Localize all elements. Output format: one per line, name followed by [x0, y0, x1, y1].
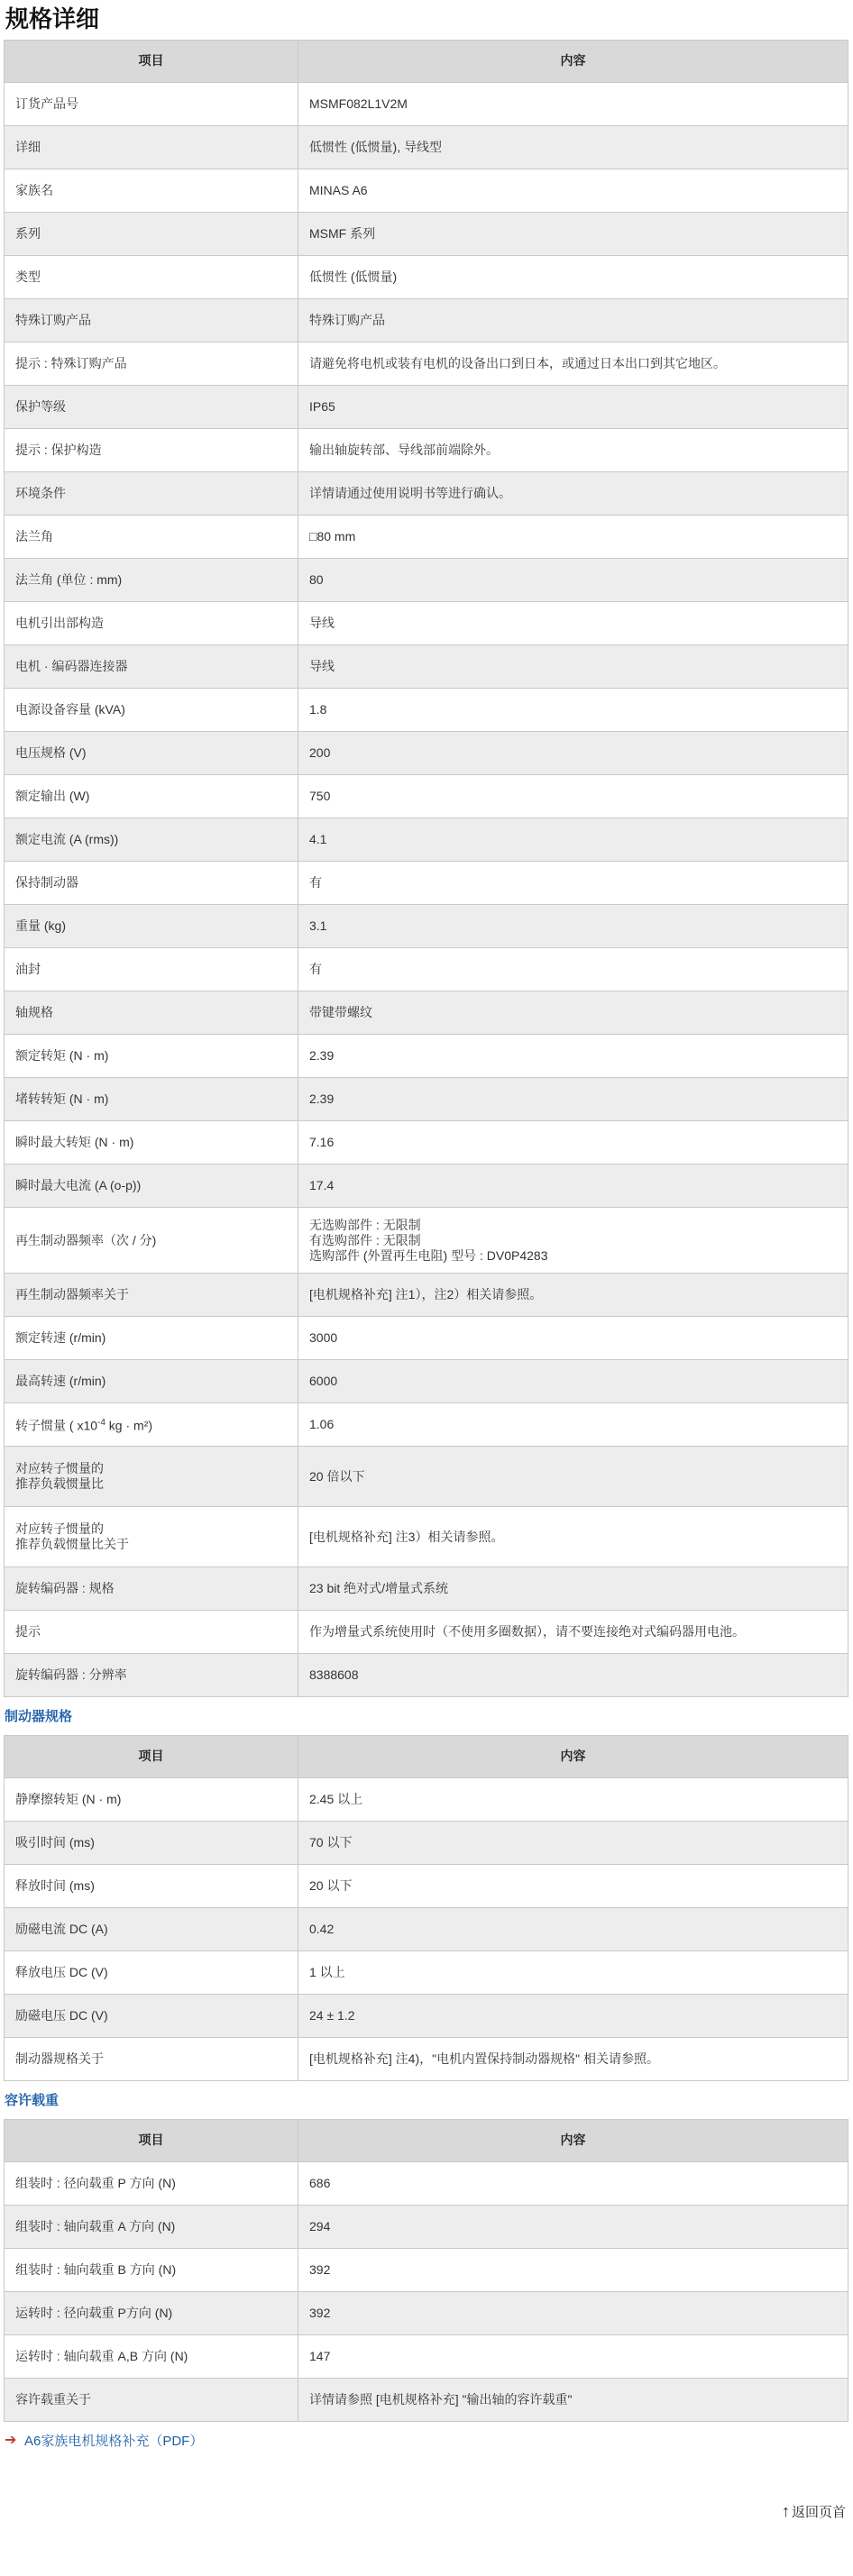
- row-value: 2.45 以上: [298, 1778, 848, 1822]
- label-part: kg · m²): [105, 1418, 153, 1433]
- row-label: 轴规格: [5, 991, 298, 1035]
- table-row: [5, 905, 848, 948]
- row-value: 1.8: [298, 689, 848, 732]
- row-label: 制动器规格关于: [5, 2038, 298, 2081]
- table-row: [5, 602, 848, 645]
- label-exponent: -4: [97, 1418, 105, 1429]
- row-label: 特殊订购产品: [5, 299, 298, 343]
- pdf-link-text[interactable]: A6家族电机规格补充（PDF）: [24, 2433, 204, 2449]
- table-row: [5, 1995, 848, 2038]
- row-label: 容许载重关于: [5, 2379, 298, 2422]
- table-row: [5, 1654, 848, 1697]
- table-row: [5, 2379, 848, 2422]
- row-value: 750: [298, 775, 848, 818]
- row-value: 294: [298, 2206, 848, 2249]
- page-title: 规格详细: [5, 6, 100, 33]
- row-label: [5, 1507, 298, 1567]
- row-value: 392: [298, 2249, 848, 2292]
- row-value: 24 ± 1.2: [298, 1995, 848, 2038]
- load-section-title: 容许载重: [5, 2092, 60, 2108]
- row-value: 70 以下: [298, 1822, 848, 1865]
- row-value: 147: [298, 2335, 848, 2379]
- table-row: [5, 818, 848, 862]
- table-row: [5, 83, 848, 126]
- row-value: 详情请通过使用说明书等进行确认。: [298, 472, 848, 516]
- row-label: 额定转矩 (N · m): [5, 1035, 298, 1078]
- cell-line: 有选购部件 : 无限制: [309, 1232, 421, 1247]
- row-value: 低惯性 (低惯量), 导线型: [298, 126, 848, 169]
- row-value: 686: [298, 2162, 848, 2206]
- row-label: 运转时 : 轴向载重 A,B 方向 (N): [5, 2335, 298, 2379]
- table-row: [5, 2335, 848, 2379]
- header-content: 内容: [298, 1736, 848, 1778]
- row-value: 20 以下: [298, 1865, 848, 1908]
- row-label: 类型: [5, 256, 298, 299]
- table-row: [5, 386, 848, 429]
- row-value: [电机规格补充] 注1），注2）相关请参照。: [298, 1274, 848, 1317]
- table-row: [5, 1403, 848, 1447]
- row-value: 23 bit 绝对式/增量式系统: [298, 1567, 848, 1611]
- table-row: [5, 559, 848, 602]
- row-label: 旋转编码器 : 规格: [5, 1567, 298, 1611]
- row-label: 电机 · 编码器连接器: [5, 645, 298, 689]
- row-label: 组装时 : 径向载重 P 方向 (N): [5, 2162, 298, 2206]
- row-value: 带键带螺纹: [298, 991, 848, 1035]
- header-content: 内容: [298, 2120, 848, 2162]
- row-value: [电机规格补充] 注4)，"电机内置保持制动器规格" 相关请参照。: [298, 2038, 848, 2081]
- row-label: 吸引时间 (ms): [5, 1822, 298, 1865]
- row-label: 提示: [5, 1611, 298, 1654]
- row-value: 7.16: [298, 1121, 848, 1165]
- row-value: MSMF 系列: [298, 213, 848, 256]
- row-value: 详情请参照 [电机规格补充] "输出轴的容许载重": [298, 2379, 848, 2422]
- row-value: 2.39: [298, 1035, 848, 1078]
- cell-line: 推荐负载惯量比关于: [15, 1537, 129, 1551]
- table-row: [5, 645, 848, 689]
- row-value: IP65: [298, 386, 848, 429]
- table-row: [5, 256, 848, 299]
- back-to-top-link[interactable]: [782, 2502, 846, 2521]
- row-value: 4.1: [298, 818, 848, 862]
- row-value: [电机规格补充] 注3）相关请参照。: [298, 1507, 848, 1567]
- header-item: 项目: [5, 2120, 298, 2162]
- table-row: [5, 1165, 848, 1208]
- table-row: [5, 1507, 848, 1567]
- load-table-body: [5, 2162, 848, 2422]
- row-label: 提示 : 特殊订购产品: [5, 343, 298, 386]
- row-label: 家族名: [5, 169, 298, 213]
- load-table: [4, 2119, 848, 2422]
- row-label: 系列: [5, 213, 298, 256]
- table-row: [5, 126, 848, 169]
- brake-table: [4, 1735, 848, 2081]
- row-value: 作为增量式系统使用时（不使用多圈数据），请不要连接绝对式编码器用电池。: [298, 1611, 848, 1654]
- row-label: 法兰角: [5, 516, 298, 559]
- table-row: [5, 472, 848, 516]
- table-row: [5, 2162, 848, 2206]
- table-row: [5, 1908, 848, 1951]
- row-label: 额定转速 (r/min): [5, 1317, 298, 1360]
- row-label: 运转时 : 径向载重 P方向 (N): [5, 2292, 298, 2335]
- table-row: [5, 689, 848, 732]
- row-value: 1 以上: [298, 1951, 848, 1995]
- table-row: [5, 775, 848, 818]
- row-value: 3000: [298, 1317, 848, 1360]
- row-label: 电压规格 (V): [5, 732, 298, 775]
- row-label: 订货产品号: [5, 83, 298, 126]
- row-value: MSMF082L1V2M: [298, 83, 848, 126]
- table-row: [5, 429, 848, 472]
- table-row: [5, 343, 848, 386]
- cell-line: 推荐负载惯量比: [15, 1476, 104, 1491]
- table-row: [5, 862, 848, 905]
- table-row: [5, 732, 848, 775]
- row-label: 保持制动器: [5, 862, 298, 905]
- table-row: [5, 1360, 848, 1403]
- cell-line: 选购部件 (外置再生电阻) 型号 : DV0P4283: [309, 1247, 548, 1263]
- table-row: [5, 2249, 848, 2292]
- row-value: 输出轴旋转部、导线部前端除外。: [298, 429, 848, 472]
- table-row: [5, 1274, 848, 1317]
- row-label: 电源设备容量 (kVA): [5, 689, 298, 732]
- row-value: 8388608: [298, 1654, 848, 1697]
- row-label: 励磁电压 DC (V): [5, 1995, 298, 2038]
- row-label: 堵转转矩 (N · m): [5, 1078, 298, 1121]
- row-label: 法兰角 (单位 : mm): [5, 559, 298, 602]
- row-label: 额定电流 (A (rms)): [5, 818, 298, 862]
- row-label: 瞬时最大转矩 (N · m): [5, 1121, 298, 1165]
- row-value: 2.39: [298, 1078, 848, 1121]
- row-label: [5, 1447, 298, 1507]
- table-row: [5, 1078, 848, 1121]
- row-label: 环境条件: [5, 472, 298, 516]
- row-value: 3.1: [298, 905, 848, 948]
- row-label: 励磁电流 DC (A): [5, 1908, 298, 1951]
- table-row: [5, 2292, 848, 2335]
- table-row: [5, 1447, 848, 1507]
- row-label: 额定输出 (W): [5, 775, 298, 818]
- back-to-top-text[interactable]: 返回页首: [791, 2505, 846, 2520]
- row-value: 有: [298, 948, 848, 991]
- row-value: □80 mm: [298, 516, 848, 559]
- row-value: 请避免将电机或装有电机的设备出口到日本，或通过日本出口到其它地区。: [298, 343, 848, 386]
- table-row: [5, 1121, 848, 1165]
- cell-line: 对应转子惯量的: [15, 1461, 104, 1475]
- row-label: 组装时 : 轴向载重 A 方向 (N): [5, 2206, 298, 2249]
- row-label: 组装时 : 轴向载重 B 方向 (N): [5, 2249, 298, 2292]
- table-row: [5, 169, 848, 213]
- label-part: 转子惯量 ( x10: [15, 1418, 98, 1433]
- row-label: 静摩擦转矩 (N · m): [5, 1778, 298, 1822]
- table-row: [5, 2038, 848, 2081]
- row-value: [298, 1208, 848, 1274]
- arrow-right-icon: ➔: [5, 2433, 17, 2448]
- table-row: [5, 1317, 848, 1360]
- row-value: 导线: [298, 645, 848, 689]
- brake-section-title: 制动器规格: [5, 1708, 73, 1724]
- table-row: [5, 2206, 848, 2249]
- table-row: [5, 1778, 848, 1822]
- row-label: 提示 : 保护构造: [5, 429, 298, 472]
- table-row: [5, 1208, 848, 1274]
- spec-table-body: [5, 83, 848, 1697]
- row-value: 20 倍以下: [298, 1447, 848, 1507]
- row-label: 瞬时最大电流 (A (o-p)): [5, 1165, 298, 1208]
- row-value: 80: [298, 559, 848, 602]
- table-row: [5, 299, 848, 343]
- row-label: 释放电压 DC (V): [5, 1951, 298, 1995]
- row-label: 电机引出部构造: [5, 602, 298, 645]
- pdf-link[interactable]: [4, 2422, 849, 2458]
- row-value: 导线: [298, 602, 848, 645]
- row-label: 再生制动器频率（次 / 分): [5, 1208, 298, 1274]
- table-row: [5, 213, 848, 256]
- table-row: [5, 1822, 848, 1865]
- row-value: 有: [298, 862, 848, 905]
- row-label: 释放时间 (ms): [5, 1865, 298, 1908]
- spec-table: [4, 40, 848, 1697]
- row-label: 详细: [5, 126, 298, 169]
- table-row: [5, 1611, 848, 1654]
- row-value: 1.06: [298, 1403, 848, 1447]
- row-value: 17.4: [298, 1165, 848, 1208]
- row-label: 再生制动器频率关于: [5, 1274, 298, 1317]
- row-value: MINAS A6: [298, 169, 848, 213]
- cell-line: 无选购部件 : 无限制: [309, 1217, 421, 1232]
- header-content: 内容: [298, 41, 848, 83]
- row-value: 0.42: [298, 1908, 848, 1951]
- row-value: 低惯性 (低惯量): [298, 256, 848, 299]
- header-item: 项目: [5, 41, 298, 83]
- row-value: 特殊订购产品: [298, 299, 848, 343]
- table-row: [5, 948, 848, 991]
- row-label: 油封: [5, 948, 298, 991]
- row-label: 旋转编码器 : 分辨率: [5, 1654, 298, 1697]
- table-row: [5, 1035, 848, 1078]
- table-row: [5, 516, 848, 559]
- row-label: 重量 (kg): [5, 905, 298, 948]
- table-row: [5, 1865, 848, 1908]
- table-row: [5, 1951, 848, 1995]
- row-label: 保护等级: [5, 386, 298, 429]
- row-value: 6000: [298, 1360, 848, 1403]
- brake-table-body: [5, 1778, 848, 2081]
- table-row: [5, 991, 848, 1035]
- row-label: [5, 1403, 298, 1447]
- header-item: 项目: [5, 1736, 298, 1778]
- table-row: [5, 1567, 848, 1611]
- arrow-up-icon: ↑: [781, 2502, 790, 2520]
- row-value: 200: [298, 732, 848, 775]
- row-value: 392: [298, 2292, 848, 2335]
- cell-line: 对应转子惯量的: [15, 1521, 104, 1536]
- row-label: 最高转速 (r/min): [5, 1360, 298, 1403]
